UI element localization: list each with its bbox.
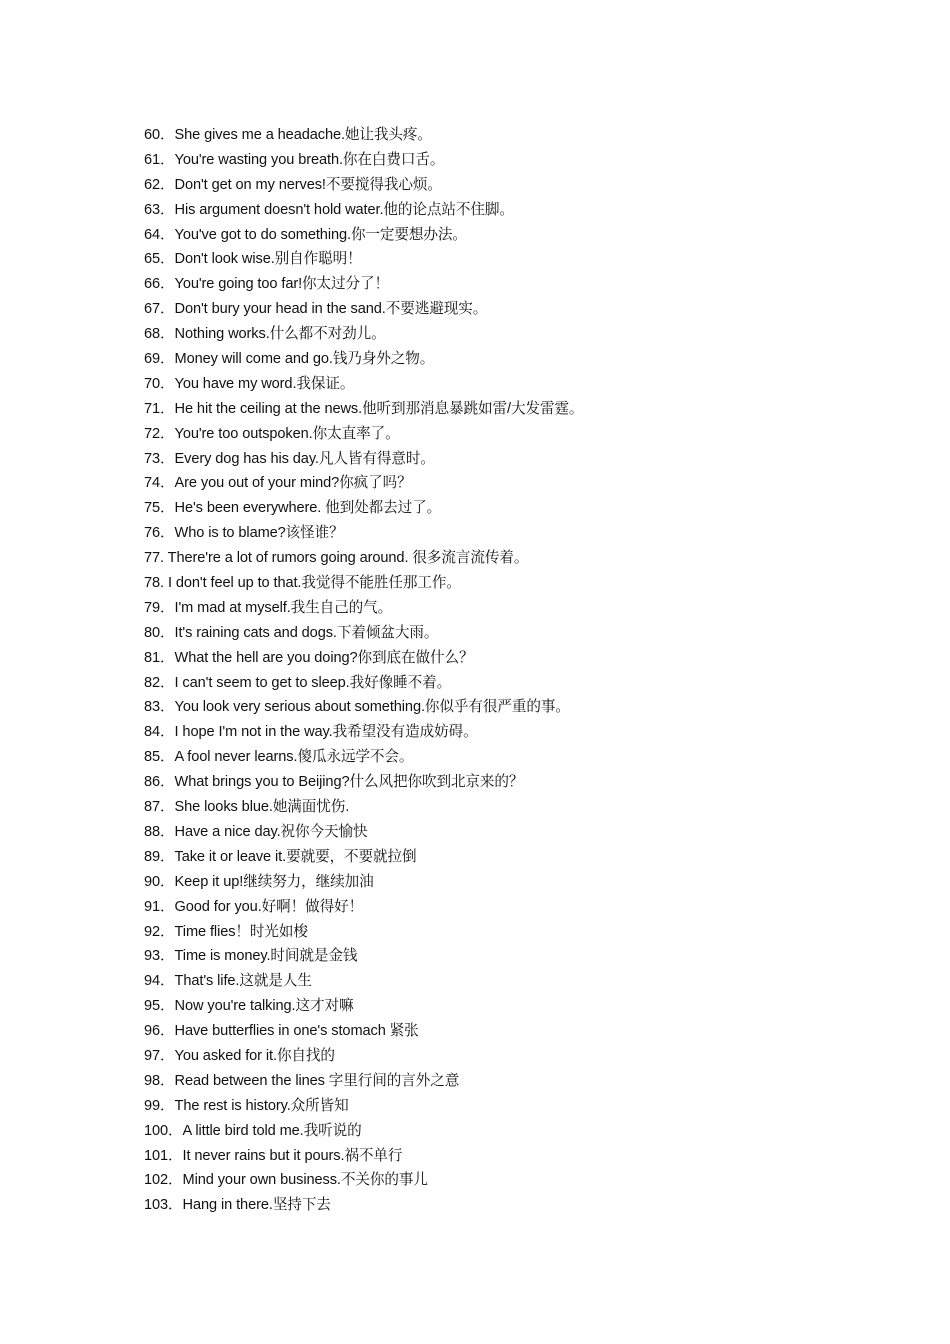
phrase-line: 86．What brings you to Beijing?什么风把你吹到北京来的？ (144, 774, 524, 791)
phrase-line: 81．What the hell are you doing?你到底在做什么？ (144, 649, 474, 666)
phrase-line: 103．Hang in there.坚持下去 (144, 1197, 331, 1214)
phrase-line: 88．Have a nice day.祝你今天愉快 (144, 823, 368, 840)
phrase-line: 99．The rest is history.众所皆知 (144, 1097, 349, 1114)
phrase-line: 96．Have butterflies in one's stomach 紧张 (144, 1023, 419, 1040)
phrase-line: 102．Mind your own business.不关你的事儿 (144, 1172, 428, 1189)
phrase-line: 85．A fool never learns.傻瓜永远学不会。 (144, 749, 414, 766)
phrase-line: 76．Who is to blame?该怪谁？ (144, 525, 344, 542)
phrase-line: 69．Money will come and go.钱乃身外之物。 (144, 351, 435, 368)
phrase-line: 65．Don't look wise.别自作聪明！ (144, 251, 362, 268)
phrase-line: 92．Time flies！时光如梭 (144, 923, 308, 940)
phrase-line: 83．You look very serious about something.你似乎有很严重的事。 (144, 699, 570, 716)
phrase-line: 97．You asked for it.你自找的 (144, 1047, 335, 1064)
phrase-line: 91．Good for you.好啊！做得好！ (144, 898, 364, 915)
phrase-line: 95．Now you're talking.这才对嘛 (144, 998, 354, 1015)
phrase-line: 68．Nothing works.什么都不对劲儿。 (144, 326, 386, 343)
phrase-line: 82．I can't seem to get to sleep.我好像睡不着。 (144, 674, 452, 691)
phrase-line: 63．His argument doesn't hold water.他的论点站不住脚。 (144, 201, 514, 218)
phrase-line: 90．Keep it up!继续努力，继续加油 (144, 873, 374, 890)
phrase-line: 73．Every dog has his day.凡人皆有得意时。 (144, 450, 435, 467)
phrase-line: 66．You're going too far!你太过分了！ (144, 276, 390, 293)
phrase-line: 77. There're a lot of rumors going around. 很多流言流传着。 (144, 550, 529, 567)
phrase-line: 94．That's life.这就是人生 (144, 973, 312, 990)
phrase-line: 98．Read between the lines 字里行间的言外之意 (144, 1072, 460, 1089)
phrase-line: 89．Take it or leave it.要就要，不要就拉倒 (144, 848, 417, 865)
phrase-line: 84．I hope I'm not in the way.我希望没有造成妨碍。 (144, 724, 478, 741)
phrase-line: 93．Time is money.时间就是金钱 (144, 948, 358, 965)
phrase-line: 61．You're wasting you breath.你在白费口舌。 (144, 151, 445, 168)
phrase-line: 101．It never rains but it pours.祸不单行 (144, 1147, 403, 1164)
phrase-line: 74．Are you out of your mind?你疯了吗？ (144, 475, 412, 492)
phrase-line: 62．Don't get on my nerves!不要搅得我心烦。 (144, 176, 442, 193)
phrase-list (144, 123, 864, 1218)
phrase-line: 75．He's been everywhere. 他到处都去过了。 (144, 500, 442, 517)
phrase-line: 78. I don't feel up to that.我觉得不能胜任那工作。 (144, 575, 461, 592)
phrase-line: 71．He hit the ceiling at the news.他听到那消息暴跳如雷/大发雷霆。 (144, 400, 584, 417)
phrase-line: 70．You have my word.我保证。 (144, 375, 355, 392)
phrase-line: 72．You're too outspoken.你太直率了。 (144, 425, 400, 442)
phrase-line: 100．A little bird told me.我听说的 (144, 1122, 362, 1139)
phrase-line: 79．I'm mad at myself.我生自己的气。 (144, 599, 393, 616)
phrase-line: 60．She gives me a headache.她让我头疼。 (144, 127, 432, 143)
phrase-line: 64．You've got to do something.你一定要想办法。 (144, 226, 467, 243)
phrase-line: 67．Don't bury your head in the sand.不要逃避现实。 (144, 301, 488, 318)
phrase-line: 87．She looks blue.她满面忧伤. (144, 799, 350, 816)
phrase-line: 80．It's raining cats and dogs.下着倾盆大雨。 (144, 624, 439, 641)
